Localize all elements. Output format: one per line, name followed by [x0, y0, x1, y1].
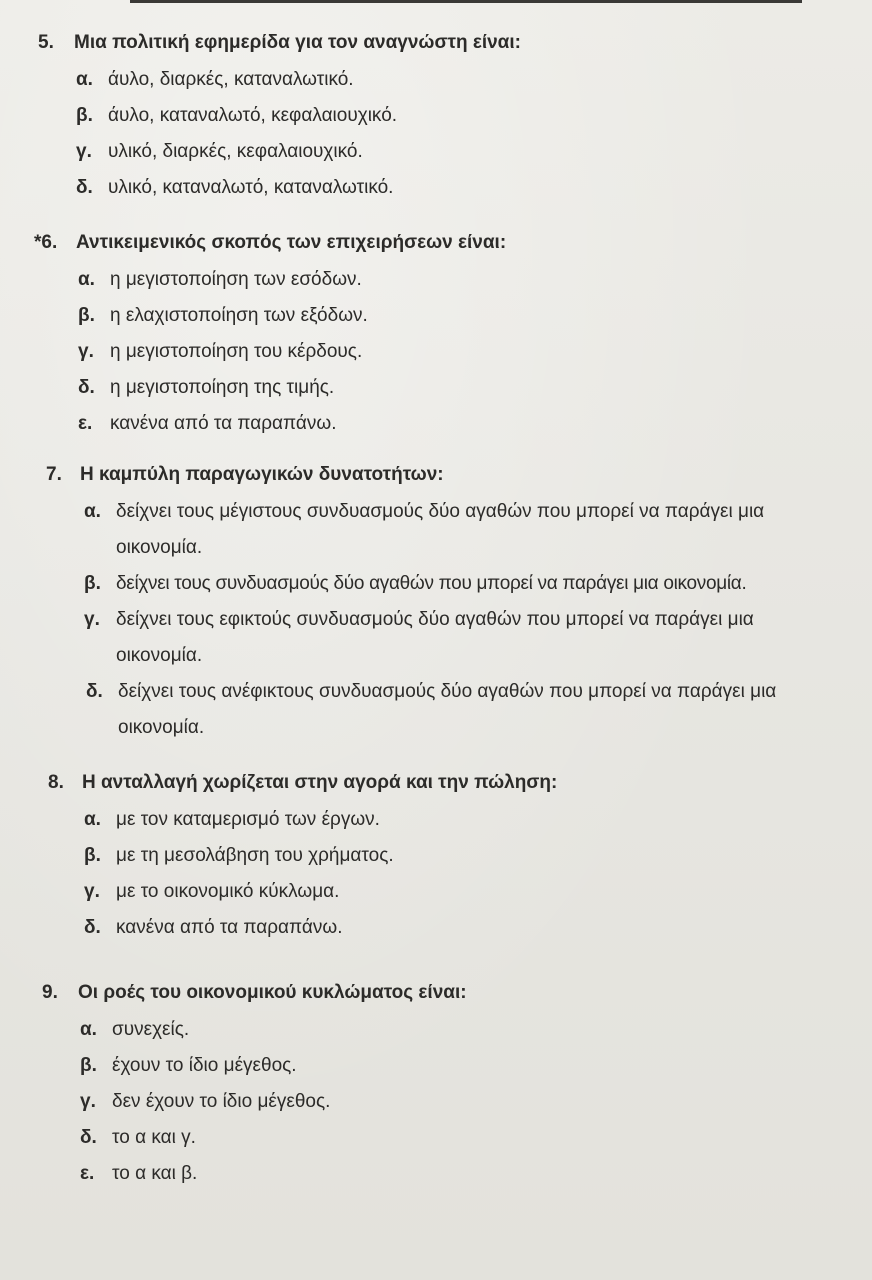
question-number: 7.	[46, 464, 62, 485]
option-letter: δ.	[76, 177, 93, 198]
option-text: δείχνει τους συνδυασμούς δύο αγαθών που μπορεί να παράγει μια οικονομία.	[116, 573, 747, 594]
option-letter: ε.	[78, 413, 93, 434]
option-b	[0, 298, 872, 334]
option-b	[0, 98, 872, 134]
option-a	[0, 494, 872, 566]
option-e	[0, 406, 872, 442]
option-a	[0, 802, 872, 838]
option-text: κανένα από τα παραπάνω.	[110, 413, 337, 434]
option-letter: α.	[84, 809, 101, 830]
option-c	[0, 1084, 872, 1120]
option-c	[0, 334, 872, 370]
option-text: με το οικονομικό κύκλωμα.	[116, 881, 340, 902]
question-heading	[0, 458, 872, 494]
option-a	[0, 262, 872, 298]
option-d	[0, 170, 872, 206]
option-text: με τον καταμερισμό των έργων.	[116, 809, 380, 830]
option-text: κανένα από τα παραπάνω.	[116, 917, 343, 938]
question-title: Η ανταλλαγή χωρίζεται στην αγορά και την πώληση:	[82, 772, 558, 793]
option-text: η μεγιστοποίηση του κέρδους.	[110, 341, 363, 362]
option-text: υλικό, διαρκές, κεφαλαιουχικό.	[108, 141, 363, 162]
question-title: Μια πολιτική εφημερίδα για τον αναγνώστη είναι:	[74, 32, 521, 53]
option-d	[0, 370, 872, 406]
option-text: δείχνει τους ανέφικτους συνδυασμούς δύο αγαθών που μπορεί να παράγει μια οικονομία.	[118, 681, 777, 738]
question-5	[0, 26, 872, 206]
question-heading	[0, 226, 872, 262]
question-9	[0, 976, 872, 1192]
option-text: άυλο, καταναλωτό, κεφαλαιουχικό.	[108, 105, 398, 126]
option-letter: β.	[84, 573, 101, 594]
option-letter: δ.	[86, 681, 103, 702]
option-letter: γ.	[78, 341, 94, 362]
option-text: με τη μεσολάβηση του χρήματος.	[116, 845, 394, 866]
option-letter: β.	[78, 305, 95, 326]
top-rule	[130, 0, 802, 3]
option-d	[0, 1120, 872, 1156]
question-heading	[0, 976, 872, 1012]
option-text: συνεχείς.	[112, 1019, 190, 1040]
option-letter: δ.	[78, 377, 95, 398]
question-7	[0, 458, 872, 746]
question-heading	[0, 766, 872, 802]
option-letter: γ.	[84, 881, 100, 902]
question-title: Η καμπύλη παραγωγικών δυνατοτήτων:	[80, 464, 444, 485]
option-e	[0, 1156, 872, 1192]
option-letter: δ.	[84, 917, 101, 938]
option-letter: γ.	[76, 141, 92, 162]
question-number: 8.	[48, 772, 64, 793]
option-letter: α.	[84, 501, 101, 522]
option-c	[0, 602, 872, 674]
option-letter: β.	[84, 845, 101, 866]
question-title: Αντικειμενικός σκοπός των επιχειρήσεων είναι:	[76, 232, 507, 253]
question-number: 9.	[42, 982, 58, 1003]
option-text: η μεγιστοποίηση των εσόδων.	[110, 269, 362, 290]
question-6	[0, 226, 872, 442]
option-d	[0, 910, 872, 946]
option-text: υλικό, καταναλωτό, καταναλωτικό.	[108, 177, 394, 198]
option-text: δεν έχουν το ίδιο μέγεθος.	[112, 1091, 331, 1112]
option-text: το α και β.	[112, 1163, 198, 1184]
option-letter: α.	[76, 69, 93, 90]
option-letter: α.	[80, 1019, 97, 1040]
question-8	[0, 766, 872, 946]
question-heading	[0, 26, 872, 62]
option-text: έχουν το ίδιο μέγεθος.	[112, 1055, 297, 1076]
option-d	[0, 674, 872, 746]
option-c	[0, 874, 872, 910]
option-text: η ελαχιστοποίηση των εξόδων.	[110, 305, 368, 326]
option-text: άυλο, διαρκές, καταναλωτικό.	[108, 69, 354, 90]
option-letter: β.	[80, 1055, 97, 1076]
question-number: *6.	[34, 232, 58, 253]
option-text: δείχνει τους μέγιστους συνδυασμούς δύο αγαθών που μπορεί να παράγει μια οικονομία.	[116, 501, 765, 558]
question-title: Οι ροές του οικονομικού κυκλώματος είναι:	[78, 982, 467, 1003]
option-a	[0, 1012, 872, 1048]
option-letter: γ.	[84, 609, 100, 630]
option-text: δείχνει τους εφικτούς συνδυασμούς δύο αγαθών που μπορεί να παράγει μια οικονομία.	[116, 609, 754, 666]
option-text: η μεγιστοποίηση της τιμής.	[110, 377, 335, 398]
option-letter: δ.	[80, 1127, 97, 1148]
option-letter: β.	[76, 105, 93, 126]
option-b	[0, 566, 872, 602]
option-b	[0, 838, 872, 874]
option-letter: α.	[78, 269, 95, 290]
option-text: το α και γ.	[112, 1127, 196, 1148]
option-letter: ε.	[80, 1163, 95, 1184]
option-a	[0, 62, 872, 98]
option-b	[0, 1048, 872, 1084]
option-letter: γ.	[80, 1091, 96, 1112]
option-c	[0, 134, 872, 170]
question-number: 5.	[38, 32, 54, 53]
